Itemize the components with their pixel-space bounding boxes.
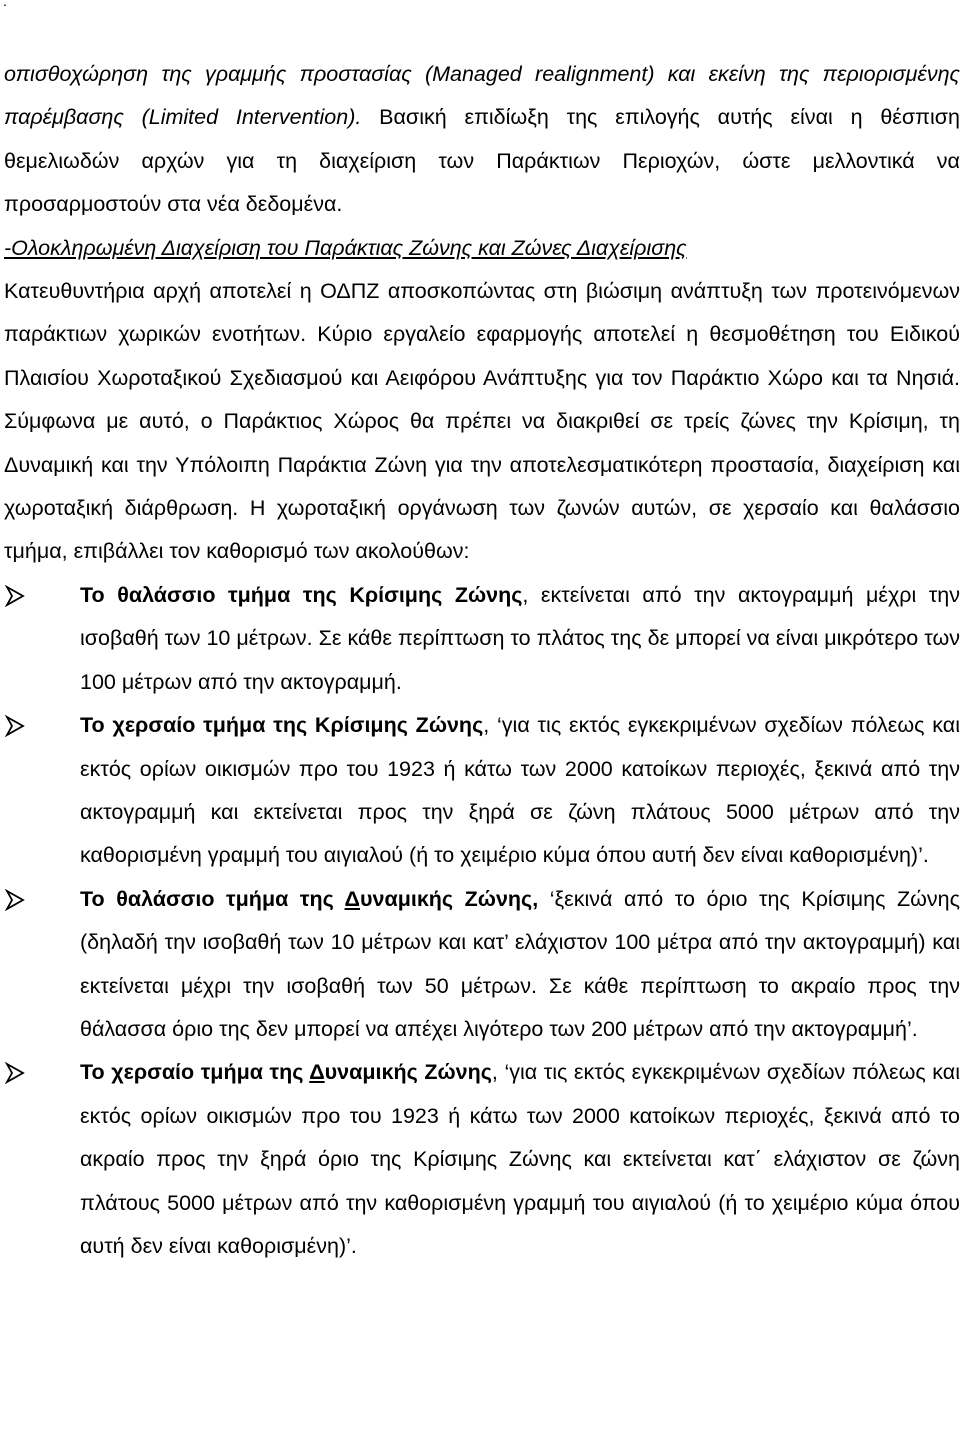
intro-italic-text: οπισθοχώρηση της γραμμής προστασίας (Managed realignment) και εκείνη της περιορισμένης παρέμβασης (Limited Intervention). bbox=[4, 62, 960, 130]
list-item-text: , ‘για τις εκτός εγκεκριμένων σχεδίων πόλεως και εκτός ορίων οικισμών προ του 1923 ή κάτω των 2000 κατοίκων περιοχές, ξεκινά από την ακτογραμμή και εκτείνεται προς την ξηρά σε ζώνη πλάτους 5000 μέτρων από την καθορισμένη γραμμή του αιγιαλού (ή το χειμέριο κύμα όπου αυτή δεν είναι καθορισμένη)’. bbox=[80, 713, 960, 868]
section-heading-text: -Ολοκληρωμένη Διαχείριση του Παράκτιας Ζώνης και Ζώνες Διαχείρισης bbox=[4, 235, 687, 260]
document-page bbox=[4, 53, 960, 1268]
list-item bbox=[4, 704, 960, 878]
list-item-text: , εκτείνεται από την ακτογραμμή μέχρι την ισοβαθή των 10 μέτρων. Σε κάθε περίπτωση το πλάτος της δε μπορεί να είναι μικρότερο των 100 μέτρων από την ακτογραμμή. bbox=[80, 582, 960, 694]
body-paragraph: Κατευθυντήρια αρχή αποτελεί η ΟΔΠΖ αποσκοπώντας στη βιώσιμη ανάπτυξη των προτεινόμενων παράκτιων χωρικών ενοτήτων. Κύριο εργαλείο εφαρμογής αποτελεί η θεσμοθέτηση του Ειδικού Πλαισίου Χωροταξικού Σχεδιασμού και Αειφόρου Ανάπτυξης για τον Παράκτιο Χώρο και τα Νησιά. Σύμφωνα με αυτό, ο Παράκτιος Χώρος θα πρέπει να διακριθεί σε τρείς ζώνες την Κρίσιμη, τη Δυναμική και την Υπόλοιπη Παράκτια Ζώνη για την αποτελεσματικότερη προστασία, διαχείριση και χωροταξική διάρθρωση. Η χωροταξική οργάνωση των ζωνών αυτών, σε χερσαίο και θαλάσσιο τμήμα, επιβάλλει τον καθορισμό των ακολούθων: bbox=[4, 279, 960, 564]
list-item-title: Το θαλάσσιο τμήμα της Κρίσιμης Ζώνης bbox=[80, 582, 523, 607]
section-heading bbox=[4, 227, 960, 270]
intro-text: Βασική επιδίωξη της επιλογής αυτής είναι η θέσπιση θεμελιωδών αρχών για τη διαχείριση των Παράκτιων Περιοχών, ώστε μελλοντικά να προσαρμοστούν στα νέα δεδομένα. bbox=[4, 105, 960, 217]
arrowhead-bullet-icon bbox=[4, 585, 26, 607]
arrowhead-bullet-icon bbox=[4, 715, 26, 737]
list-item-title: Το χερσαίο τμήμα της Δυναμικής Ζώνης bbox=[80, 1060, 492, 1085]
arrowhead-bullet-icon bbox=[4, 889, 26, 911]
intro-paragraph bbox=[4, 53, 960, 227]
list-item-text: ‘ξεκινά από το όριο της Κρίσιμης Ζώνης (δηλαδή την ισοβαθή των 10 μέτρων και κατ’ ελάχιστον 100 μέτρα από την ακτογραμμή) και εκτείνεται μέχρι την ισοβαθή των 50 μέτρων. Σε κάθε περίπτωση το ακραίο προς την θάλασσα όριο της δεν μπορεί να απέχει λιγότερο των 200 μέτρων από την ακτογραμμή’. bbox=[80, 886, 960, 1041]
list-item bbox=[4, 1051, 960, 1268]
list-item-title: Το θαλάσσιο τμήμα της Δυναμικής Ζώνης, bbox=[80, 886, 539, 911]
list-item-title: Το χερσαίο τμήμα της Κρίσιμης Ζώνης bbox=[80, 713, 484, 738]
page-corner-mark: . bbox=[3, 0, 7, 9]
arrowhead-bullet-icon bbox=[4, 1062, 26, 1084]
list-item bbox=[4, 878, 960, 1052]
zone-bullet-list bbox=[4, 574, 960, 1269]
list-item-text: , ‘για τις εκτός εγκεκριμένων σχεδίων πόλεως και εκτός ορίων οικισμών προ του 1923 ή κάτω των 2000 κατοίκων περιοχές, ξεκινά από το ακραίο προς την ξηρά όριο της Κρίσιμης Ζώνης και εκτείνεται κατ΄ ελάχιστον σε ζώνη πλάτους 5000 μέτρων από την καθορισμένη γραμμή του αιγιαλού (ή το χειμέριο κύμα όπου αυτή δεν είναι καθορισμένη)’. bbox=[80, 1060, 960, 1258]
list-item bbox=[4, 574, 960, 704]
